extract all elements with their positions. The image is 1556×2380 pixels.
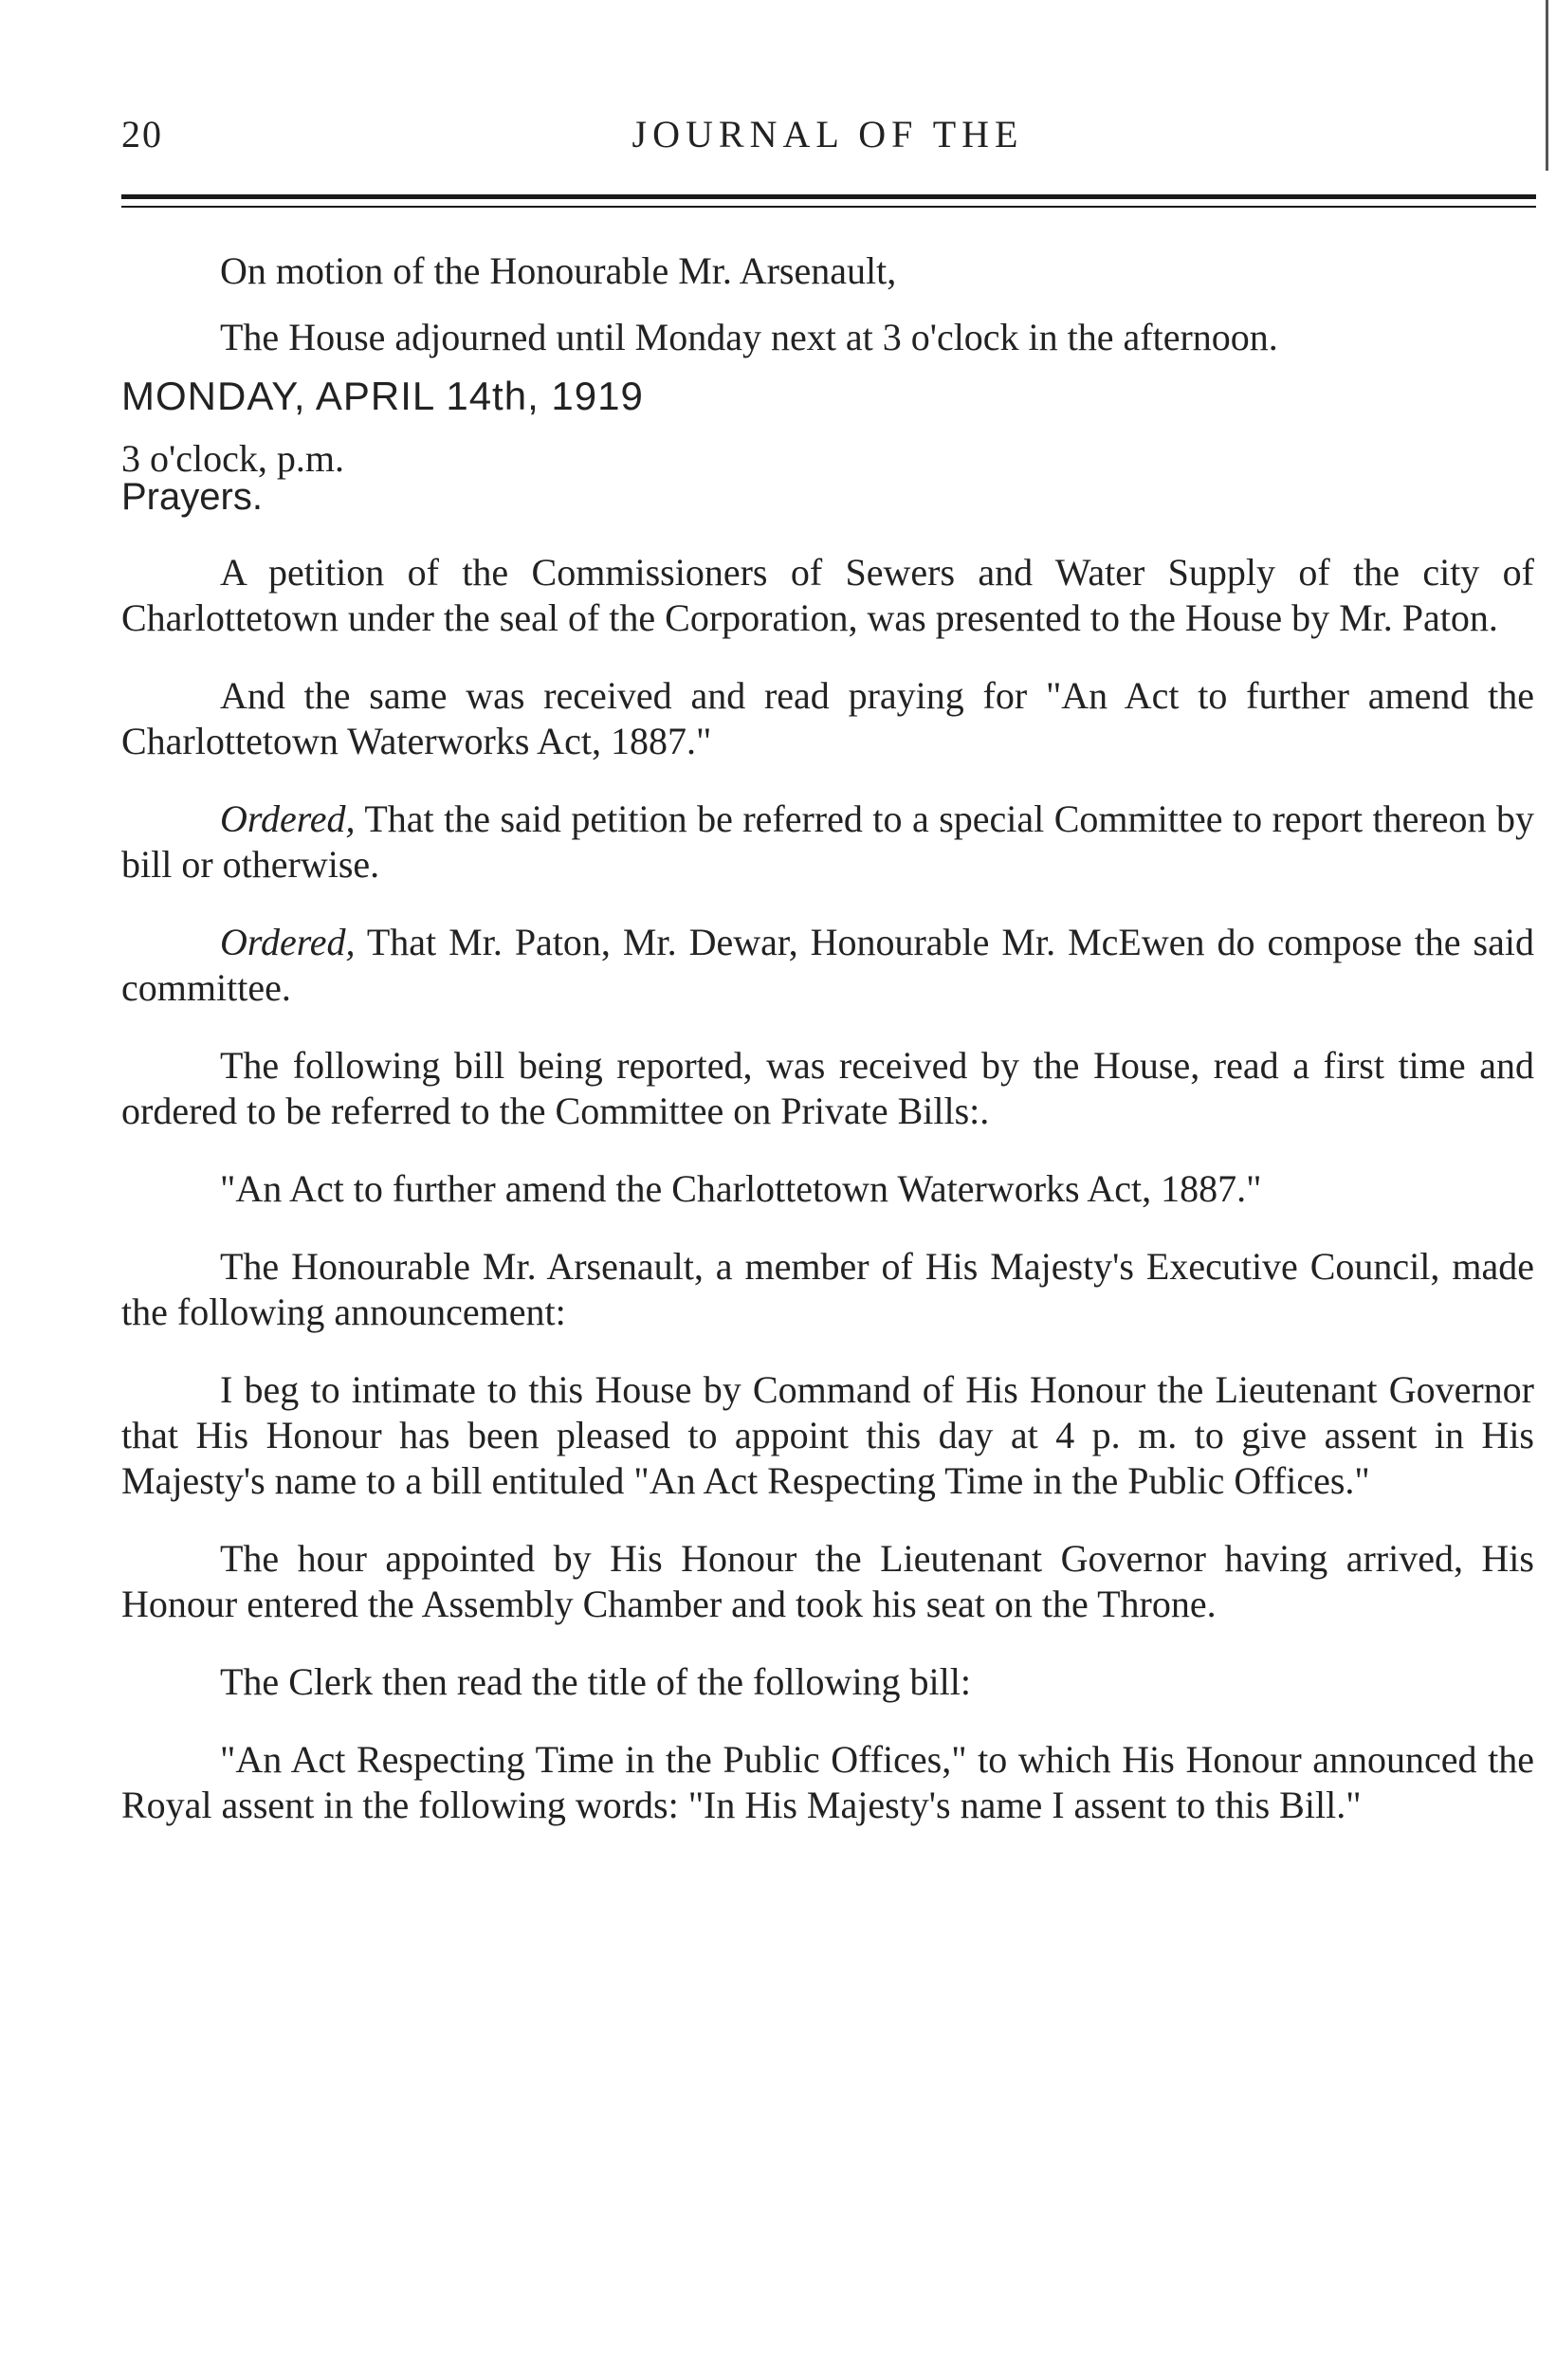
header-rule-thick (121, 194, 1536, 199)
date-heading: MONDAY, APRIL 14th, 1919 (121, 374, 644, 418)
sitting-time: 3 o'clock, p.m. (121, 437, 344, 480)
paragraph-royal-assent: "An Act Respecting Time in the Public Offices," to which His Honour announced the Royal assent in the following words: "In His Majesty's name I assent to this Bill." (121, 1738, 1534, 1826)
running-title: JOURNAL OF THE (632, 113, 1024, 156)
ordered-referral-text: That the said petition be referred to a special Committee to report thereon by bill or otherwise. (121, 797, 1534, 886)
journal-body (121, 248, 1534, 1828)
page-edge-line (1546, 0, 1548, 171)
paragraph-announcement: The Honourable Mr. Arsenault, a member of His Majesty's Executive Council, made the following announcement: (121, 1245, 1534, 1333)
paragraph-petition-read: And the same was received and read praying for "An Act to further amend the Charlottetown Waterworks Act, 1887." (121, 674, 1534, 762)
paragraph-intimation: I beg to intimate to this House by Command of His Honour the Lieutenant Governor that His Honour has been pleased to appoint this day at 4 p. m. to give assent in His Majesty's name to a bill entituled "An Act Respecting Time in the Public Offices." (121, 1368, 1534, 1502)
ordered-committee-text: That Mr. Paton, Mr. Dewar, Honourable Mr. McEwen do compose the said committee. (121, 921, 1534, 1009)
paragraph-ordered-referral (121, 796, 1534, 888)
paragraph-clerk: The Clerk then read the title of the following bill: (220, 1660, 972, 1703)
ordered-label: Ordered, (220, 797, 356, 840)
paragraph-lieutenant-governor: The hour appointed by His Honour the Lieutenant Governor having arrived, His Honour entered the Assembly Chamber and took his seat on the Throne. (121, 1537, 1534, 1625)
paragraph-ordered-committee (121, 920, 1534, 1011)
paragraph-bill-reported: The following bill being reported, was received by the House, read a first time and ordered to be referred to the Committee on Private Bills:. (121, 1044, 1534, 1132)
page-number: 20 (121, 113, 163, 156)
ordered-label: Ordered, (220, 921, 356, 963)
paragraph-motion: On motion of the Honourable Mr. Arsenault, (220, 249, 897, 292)
paragraph-petition: A petition of the Commissioners of Sewers and Water Supply of the city of Charlottetown under the seal of the Corporation, was presented to the House by Mr. Paton. (121, 551, 1534, 639)
header-rule-thin (121, 206, 1536, 208)
paragraph-bill-title: "An Act to further amend the Charlottetown Waterworks Act, 1887." (220, 1167, 1262, 1210)
prayers-label: Prayers. (121, 476, 263, 518)
paragraph-adjournment: The House adjourned until Monday next at 3 o'clock in the afternoon. (220, 316, 1278, 358)
page-header (121, 112, 1534, 169)
